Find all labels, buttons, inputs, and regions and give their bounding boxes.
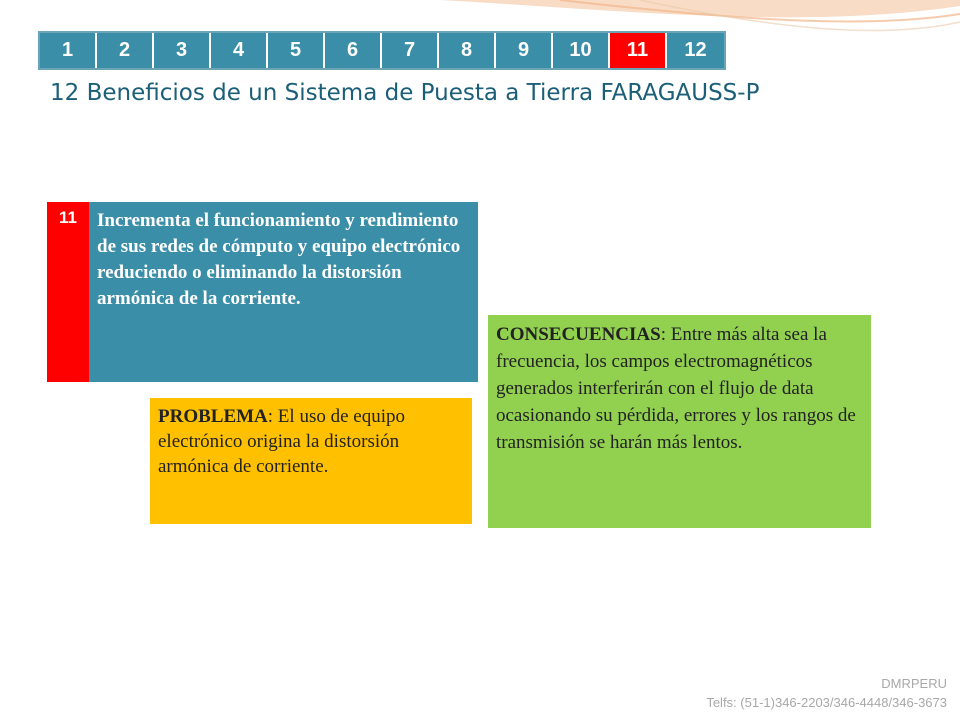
tab-10[interactable]: 10: [553, 33, 610, 68]
consequences-text: : Entre más alta sea la frecuencia, los campos electromagnéticos generados interferirán con el flujo de data ocasionando su pérdida, errores y los rangos de transmisión se harán más lentos.: [496, 324, 856, 453]
benefit-text: Incrementa el funcionamiento y rendimiento de sus redes de cómputo y equipo electrónico reduciendo o eliminando la distorsión armónica de la corriente.: [89, 202, 478, 382]
tab-4[interactable]: 4: [211, 33, 268, 68]
footer-brand: DMRPERU: [881, 676, 947, 691]
tab-8[interactable]: 8: [439, 33, 496, 68]
consequences-box: [488, 315, 871, 528]
tab-5[interactable]: 5: [268, 33, 325, 68]
page-title: 12 Beneficios de un Sistema de Puesta a Tierra FARAGAUSS-P: [50, 80, 760, 106]
benefit-number: 11: [47, 202, 89, 382]
footer-phones: Telfs: (51-1)346-2203/346-4448/346-3673: [706, 695, 947, 710]
problem-text: : El uso de equipo electrónico origina la distorsión armónica de corriente.: [158, 406, 405, 477]
problem-label: PROBLEMA: [158, 406, 268, 427]
benefit-tab-bar: [38, 31, 726, 70]
tab-9[interactable]: 9: [496, 33, 553, 68]
tab-6[interactable]: 6: [325, 33, 382, 68]
problem-box: [150, 398, 472, 524]
tab-1[interactable]: 1: [40, 33, 97, 68]
tab-7[interactable]: 7: [382, 33, 439, 68]
tab-11[interactable]: 11: [610, 33, 667, 68]
tab-2[interactable]: 2: [97, 33, 154, 68]
consequences-label: CONSECUENCIAS: [496, 324, 661, 345]
tab-3[interactable]: 3: [154, 33, 211, 68]
tab-12[interactable]: 12: [667, 33, 724, 68]
